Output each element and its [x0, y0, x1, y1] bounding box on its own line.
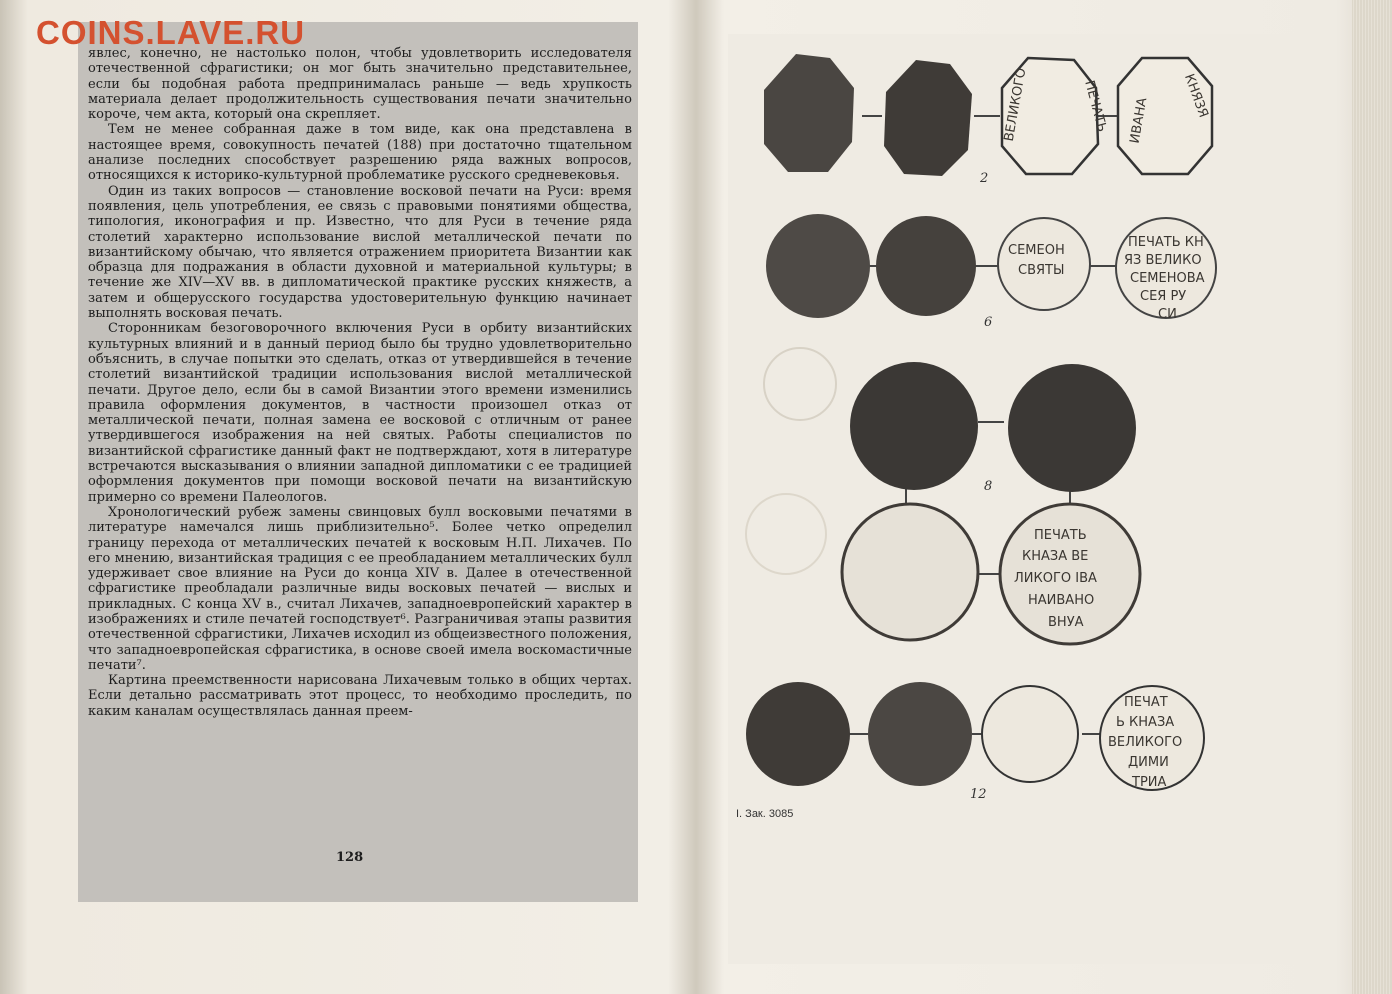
left-page: [78, 22, 638, 902]
seal-ghost: [746, 494, 826, 574]
paragraph: Сторонникам безоговорочного включения Руси в орбиту византийских культурных влияний и в данный период было бы трудно удовлетворительно объяснить, в случае попытки это сделать, отказ от утвердившейся в течение столетий византийской традиции использования вислой металлической печати. Другое дело, если бы в самой Византии этого времени изменились правила оформления документов, в частности произошел отказ от металлической печати, полная замена ее восковой с отличным от ранее утвердившегося изображения на ней святых. Работы специалистов по византийской сфрагистике данный факт не подтверждают, хотя в литературе встречаются высказывания о влиянии западной дипломатики с ее традицией оформления документов при помощи восковой печати на византийскую примерно со времени Палеологов.: [88, 321, 632, 505]
seal-inscription: ПЕЧАТЬ: [1081, 78, 1110, 134]
seal-inscription: СЕМЕОН: [1008, 243, 1065, 258]
seal-3-1: [850, 362, 978, 490]
seal-inscription: ВНУА: [1048, 615, 1084, 630]
seal-inscription: ТРИА: [1132, 775, 1167, 790]
seal-1-1: [764, 54, 854, 172]
seal-inscription: ВЕЛИКОГО: [1001, 66, 1030, 143]
paragraph: явлес, конечно, не настолько полон, чтобы удовлетворить исследователя отечественной сфрагистики; он мог быть значительно представительнее, если бы подобная работа предпринималась раньше — ведь хрупкость материала делает продолжительность существования печати значительно короче, чем акта, который она скрепляет.: [88, 46, 632, 123]
page-edges: [1352, 0, 1392, 994]
seal-inscription: ПЕЧАТЬ: [1034, 528, 1087, 543]
seal-inscription: СИ: [1158, 307, 1177, 322]
figure-label: 2: [980, 171, 989, 186]
seal-inscription: КНАЗА ВЕ: [1022, 549, 1089, 564]
seal-inscription: ВЕЛИКОГО: [1108, 735, 1183, 750]
seal-plates: [728, 34, 1336, 964]
seal-2-1: [766, 214, 870, 318]
paragraph: Тем не менее собранная даже в том виде, как она представлена в настоящее время, совокупность печатей (188) при достаточно тщательном анализе последних способствует разрешению ряда важных вопросов, относящихся к историко-культурной проблематике русского средневековья.: [88, 122, 632, 184]
figure-label: 12: [970, 787, 987, 802]
seal-inscription: ИВАНА: [1127, 96, 1151, 145]
seal-3-2: [1008, 364, 1136, 492]
figure-label: 6: [984, 315, 993, 330]
figure-label: 8: [984, 479, 993, 494]
paragraph: Картина преемственности нарисована Лихачевым только в общих чертах. Если детально рассматривать этот процесс, то необходимо проследить, по каким каналам осуществлялась данная преем-: [88, 673, 632, 719]
seal-2-2: [876, 216, 976, 316]
seal-inscription: КНЯЗЯ: [1181, 71, 1211, 120]
seal-inscription: СВЯТЫ: [1018, 263, 1065, 278]
seal-inscription: ЛИКОГО ІВА: [1014, 571, 1097, 586]
right-page: [728, 34, 1336, 964]
seal-ghost: [764, 348, 836, 420]
seal-inscription: ПЕЧАТЬ КН: [1128, 235, 1204, 250]
text-block: [88, 46, 632, 719]
seal-inscription: НАИВАНО: [1028, 593, 1095, 608]
seal-inscription: СЕЯ РУ: [1140, 289, 1187, 304]
seal-inscription: СЕМЕНОВА: [1130, 271, 1205, 286]
seal-5-3: [982, 686, 1078, 782]
seal-5-2: [868, 682, 972, 786]
seal-inscription: ДИМИ: [1128, 755, 1169, 770]
seal-4-1: [842, 504, 978, 640]
seal-1-2: [884, 60, 972, 176]
seal-inscription: Ь КНАЗА: [1116, 715, 1175, 730]
seal-5-1: [746, 682, 850, 786]
seal-inscription: ЯЗ ВЕЛИКО: [1124, 253, 1202, 268]
page-number: 128: [336, 850, 364, 865]
watermark: COINS.LAVE.RU: [36, 14, 306, 51]
caption: I. Зак. 3085: [736, 808, 794, 820]
paragraph: Хронологический рубеж замены свинцовых булл восковыми печатями в литературе намечался лишь приблизительно⁵. Более четко определил границу перехода от металлических печатей к восковым Н.П. Лихачев. По его мнению, византийская традиция с ее преобладанием металлических булл удерживает свое влияние на Руси до конца XIV в. Далее в отечественной сфрагистике преобладали различные виды восковых печатей — вислых и прикладных. С конца XV в., считал Лихачев, западноевропейский характер в изображениях и стиле печатей господствует⁶. Разграничивая этапы развития отечественной сфрагистики, Лихачев исходил из общеизвестного положения, что западноевропейская сфрагистика, в основе своей имела воскомастичные печати⁷.: [88, 504, 632, 673]
seal-inscription: ПЕЧАТ: [1124, 695, 1168, 710]
paragraph: Один из таких вопросов — становление восковой печати на Руси: время появления, цель употребления, ее связь с правовыми понятиями общества, типология, иконография и пр. Известно, что для Руси в течение ряда столетий характерно использование вислой металлической печати по византийскому обычаю, что является отражением приоритета Византии как образца для подражания в области духовной и материальной культуры; в течение же XIV—XV вв. в дипломатической практике русских княжеств, а затем и общерусского государства удостоверительную функцию начинает выполнять восковая печать.: [88, 183, 632, 322]
